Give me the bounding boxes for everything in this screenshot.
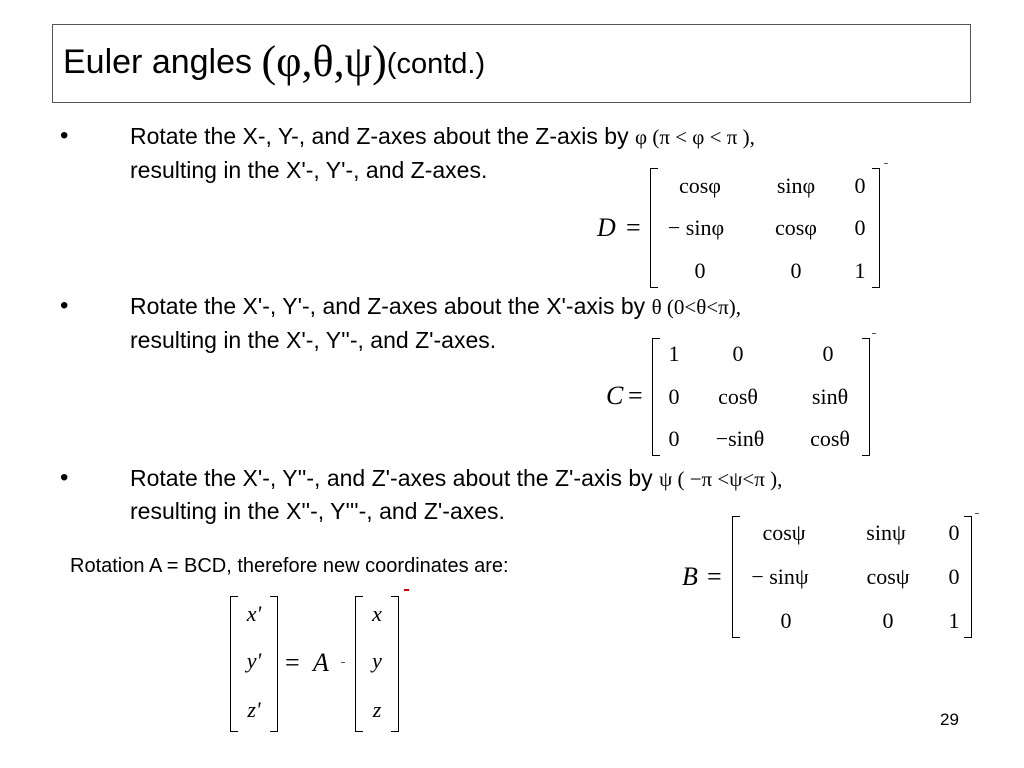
matrix-b-tick-mark — [975, 513, 979, 514]
matrix-d-cell-r1c1: cosφ — [678, 173, 722, 198]
matrix-d-cell-r1c2: sinφ — [776, 173, 816, 198]
matrix-d-label: D — [597, 213, 616, 242]
bullet-marker-1: • — [60, 122, 69, 149]
matrix-c — [652, 338, 870, 456]
matrix-d — [650, 168, 880, 288]
bullet-marker-2: • — [60, 292, 69, 319]
matrix-b-left-bracket — [732, 516, 740, 638]
matrix-c-cell-r1c2: 0 — [732, 341, 744, 366]
matrix-c-cell-r3c2: −sinθ — [715, 426, 765, 451]
matrix-d-equals: = — [626, 213, 641, 242]
matrix-b-cell-r2c3: 0 — [948, 564, 960, 589]
matrix-c-tick-mark — [872, 333, 876, 334]
matrix-b-cell-r2c2: cosψ — [866, 564, 910, 589]
title-main: Euler angles — [63, 43, 262, 81]
bullet-1-line-1 — [130, 122, 755, 151]
bullet-3-math: ψ ( −π <ψ<π ), — [659, 467, 783, 491]
matrix-c-right-bracket — [862, 338, 870, 456]
matrix-d-tick-mark — [884, 163, 888, 164]
matrix-c-cell-r1c1: 1 — [668, 341, 680, 366]
bullet-3-text: Rotate the X'-, Y''-, and Z'-axes about the Z'-axis by — [130, 465, 660, 491]
matrix-b-cell-r3c1: 0 — [780, 608, 792, 633]
matrix-b-cell-r3c2: 0 — [882, 608, 894, 633]
matrix-d-cell-r2c1: − sinφ — [667, 215, 725, 240]
title-box — [52, 24, 971, 103]
matrix-d-cell-r3c3: 1 — [854, 258, 866, 283]
matrix-c-label: C — [606, 381, 624, 410]
rhs-z: z — [372, 697, 382, 722]
matrix-c-cell-r3c3: cosθ — [810, 426, 850, 451]
matrix-c-cell-r2c1: 0 — [668, 384, 680, 409]
title-greek-angles: (φ,θ,ψ) — [261, 37, 387, 86]
transform-equals: = — [285, 648, 300, 677]
lhs-x-prime: x' — [246, 601, 262, 626]
matrix-c-cell-r2c3: sinθ — [811, 384, 849, 409]
rhs-vector — [355, 596, 399, 732]
matrix-d-cell-r3c1: 0 — [694, 258, 706, 283]
matrix-c-cell-r2c2: cosθ — [718, 384, 758, 409]
matrix-b-right-bracket — [964, 516, 972, 638]
rhs-x: x — [372, 601, 382, 626]
slide-title — [63, 39, 485, 87]
rotation-statement: Rotation A = BCD, therefore new coordinates are: — [70, 555, 509, 577]
bullet-1-math: φ (π < φ < π ), — [635, 125, 755, 149]
lhs-left-bracket — [230, 596, 238, 732]
matrix-d-cell-r3c2: 0 — [790, 258, 802, 283]
bullet-2-text: Rotate the X'-, Y'-, and Z-axes about the X'-axis by — [130, 293, 652, 319]
bullet-3-line-1 — [130, 464, 782, 493]
matrix-b-cell-r3c3: 1 — [948, 608, 960, 633]
rhs-right-bracket — [391, 596, 399, 732]
matrix-b — [732, 516, 972, 638]
matrix-d-right-bracket — [872, 168, 880, 288]
page-number: 29 — [940, 710, 959, 729]
matrix-c-cell-r1c3: 0 — [822, 341, 834, 366]
matrix-b-equals: = — [707, 562, 722, 591]
bullet-1-line-2: resulting in the X'-, Y'-, and Z-axes. — [130, 157, 488, 183]
matrix-c-equals: = — [628, 381, 643, 410]
rhs-y: y — [372, 648, 382, 673]
bullet-2-line-2: resulting in the X'-, Y''-, and Z'-axes. — [130, 327, 497, 353]
matrix-b-label: B — [682, 562, 698, 591]
matrix-c-cell-r3c1: 0 — [668, 426, 680, 451]
lhs-right-bracket — [270, 596, 278, 732]
matrix-c-left-bracket — [652, 338, 660, 456]
lhs-y-prime: y' — [246, 648, 262, 673]
rhs-left-bracket — [355, 596, 363, 732]
bullet-2-line-1 — [130, 292, 741, 321]
bullet-2-math: θ (0<θ<π), — [651, 295, 741, 319]
transform-red-tick-mark — [404, 589, 409, 591]
matrix-d-cell-r1c3: 0 — [854, 173, 866, 198]
matrix-d-cell-r2c2: cosφ — [774, 215, 818, 240]
matrix-d-cell-r2c3: 0 — [854, 215, 866, 240]
bullet-3-line-2: resulting in the X''-, Y'''-, and Z'-axes. — [130, 498, 505, 524]
matrix-b-cell-r1c1: cosψ — [762, 520, 806, 545]
matrix-d-left-bracket — [650, 168, 658, 288]
matrix-b-cell-r2c1: − sinψ — [751, 564, 809, 589]
bullet-marker-3: • — [60, 464, 69, 491]
matrix-b-cell-r1c2: sinψ — [866, 520, 906, 545]
bullet-1-text: Rotate the X-, Y-, and Z-axes about the Z-axis by — [130, 123, 635, 149]
title-suffix: (contd.) — [386, 48, 486, 80]
matrix-b-cell-r1c3: 0 — [948, 520, 960, 545]
multiply-dot — [341, 662, 345, 663]
lhs-vector — [230, 596, 278, 732]
lhs-z-prime: z' — [247, 697, 261, 722]
transform-matrix-a: A — [313, 648, 329, 677]
